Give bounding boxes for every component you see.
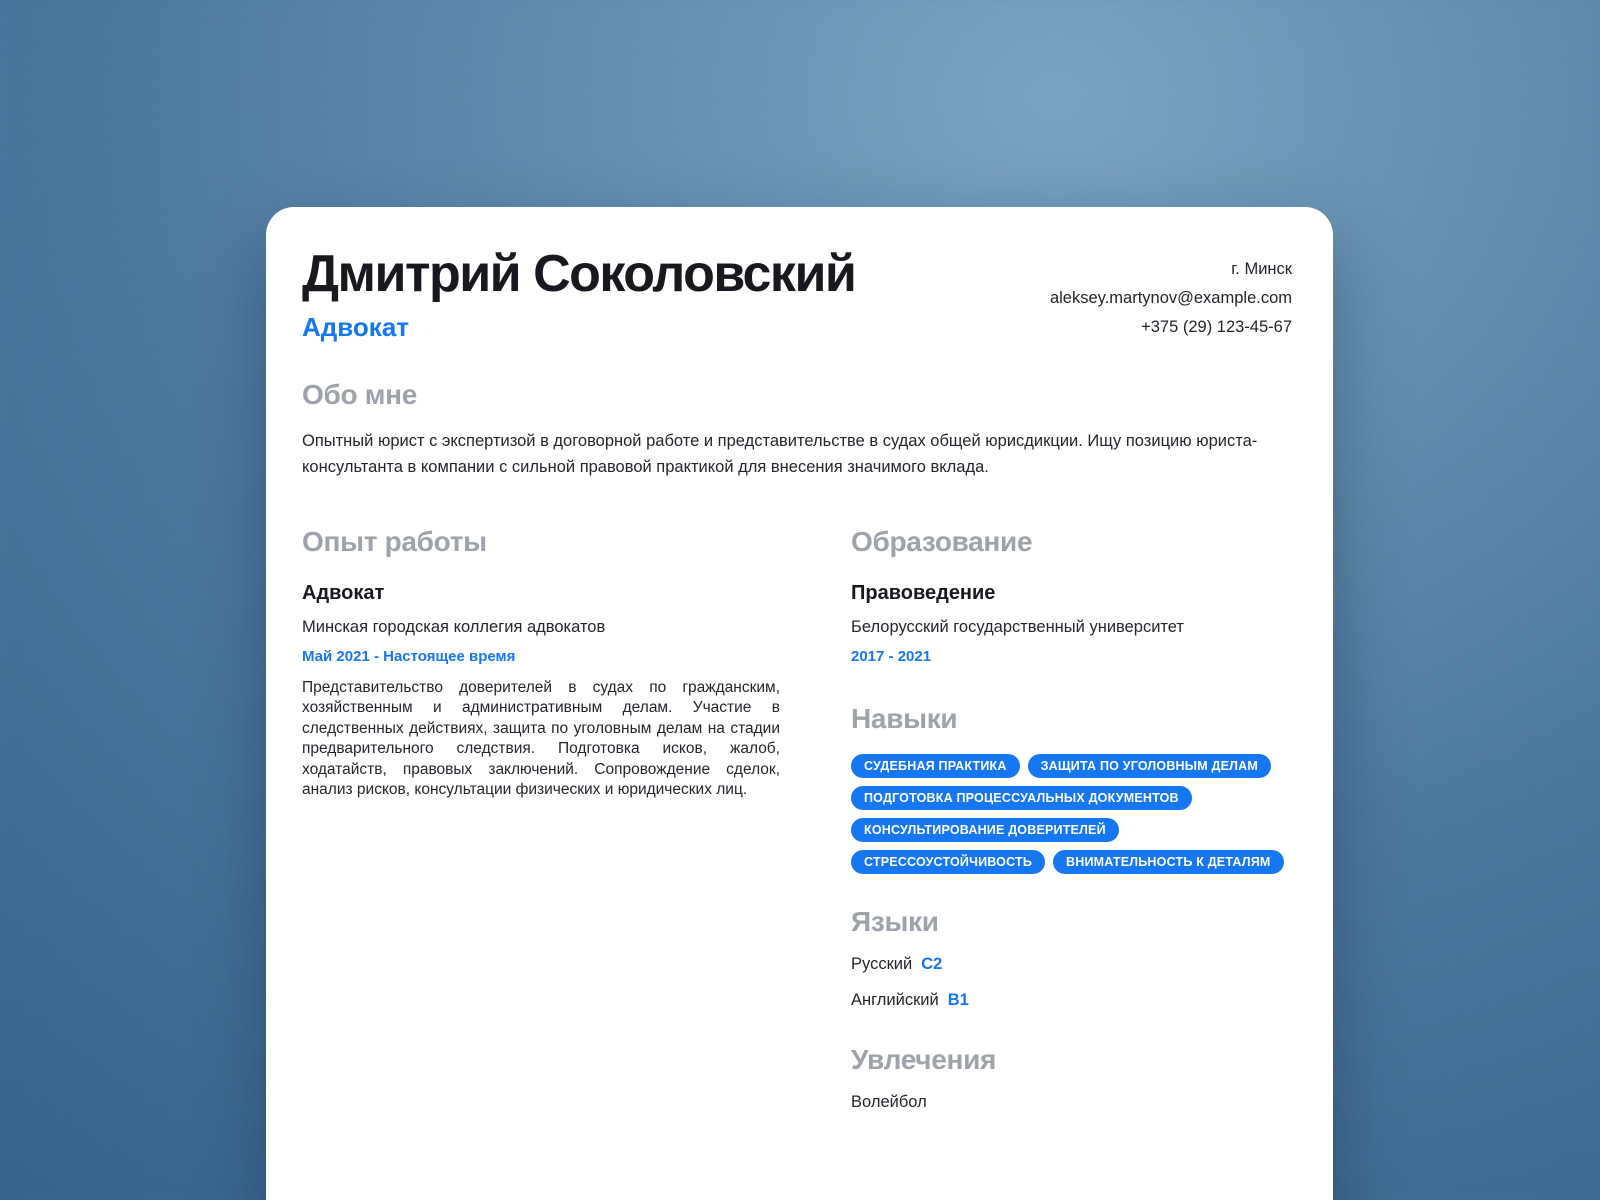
language-row xyxy=(851,955,1292,974)
about-heading: Обо мне xyxy=(302,378,418,410)
experience-company: Минская городская коллегия адвокатов xyxy=(302,617,606,636)
experience-entry xyxy=(302,582,780,801)
about-text: Опытный юрист с экспертизой в договорной работе и представительстве в судах общей юрисдикции. Ищу позицию юриста-консультанта в компании с сильной правовой практикой для внесения значимого вклада. xyxy=(302,431,1258,476)
language-level: C2 xyxy=(921,954,943,973)
person-job-title: Адвокат xyxy=(302,311,410,342)
contact-email: aleksey.martynov@example.com xyxy=(1049,289,1292,307)
skills-pill-row xyxy=(851,818,1292,842)
language-name: Русский xyxy=(851,954,913,973)
education-entry xyxy=(851,582,1292,665)
right-column xyxy=(851,526,1292,1112)
resume-header xyxy=(302,247,1292,343)
skills-heading: Навыки xyxy=(851,702,958,734)
experience-dates: Май 2021 - Настоящее время xyxy=(302,647,516,665)
contact-block xyxy=(1050,247,1292,342)
language-level: B1 xyxy=(947,990,969,1009)
education-heading: Образование xyxy=(851,525,1033,557)
language-row xyxy=(851,991,1292,1010)
section-languages xyxy=(851,906,1292,1010)
identity-block xyxy=(302,247,855,343)
person-name: Дмитрий Соколовский xyxy=(302,245,856,303)
contact-location: г. Минск xyxy=(1231,260,1292,278)
skill-pill: ЗАЩИТА ПО УГОЛОВНЫМ ДЕЛАМ xyxy=(1028,754,1271,778)
section-experience xyxy=(302,526,780,801)
education-degree: Правоведение xyxy=(851,581,996,604)
language-name: Английский xyxy=(851,990,939,1009)
section-education xyxy=(851,526,1292,665)
experience-description: Представительство доверителей в судах по гражданским, хозяйственным и административным делам. Участие в следственных действиях, защита по уголовным делам на стадии предварительного следствия. Подготовка исков, жалоб, ходатайств, правовых заключений. Сопровождение сделок, анализ рисков, консультации физических и юридических лиц. xyxy=(302,678,780,799)
experience-heading: Опыт работы xyxy=(302,525,487,557)
skill-pill: СУДЕБНАЯ ПРАКТИКА xyxy=(851,754,1020,778)
experience-role: Адвокат xyxy=(302,581,385,604)
languages-heading: Языки xyxy=(851,905,939,937)
two-column-layout xyxy=(302,526,1292,1112)
section-hobbies xyxy=(851,1044,1292,1112)
skill-pill: ВНИМАТЕЛЬНОСТЬ К ДЕТАЛЯМ xyxy=(1053,850,1283,874)
hobbies-heading: Увлечения xyxy=(851,1043,997,1075)
resume-card xyxy=(266,207,1333,1200)
skill-pill: КОНСУЛЬТИРОВАНИЕ ДОВЕРИТЕЛЕЙ xyxy=(851,818,1119,842)
education-dates: 2017 - 2021 xyxy=(851,647,932,665)
skill-pill: ПОДГОТОВКА ПРОЦЕССУАЛЬНЫХ ДОКУМЕНТОВ xyxy=(851,786,1192,810)
left-column xyxy=(302,526,780,801)
skills-pill-row xyxy=(851,850,1292,874)
skill-pill: СТРЕССОУСТОЙЧИВОСТЬ xyxy=(851,850,1045,874)
education-school: Белорусский государственный университет xyxy=(851,617,1184,636)
hobby-item: Волейбол xyxy=(851,1092,927,1111)
section-about xyxy=(302,379,1292,480)
contact-phone: +375 (29) 123-45-67 xyxy=(1141,318,1292,336)
skills-pill-row xyxy=(851,754,1292,778)
skills-pill-list xyxy=(851,754,1292,874)
skills-pill-row xyxy=(851,786,1292,810)
section-skills xyxy=(851,703,1292,874)
